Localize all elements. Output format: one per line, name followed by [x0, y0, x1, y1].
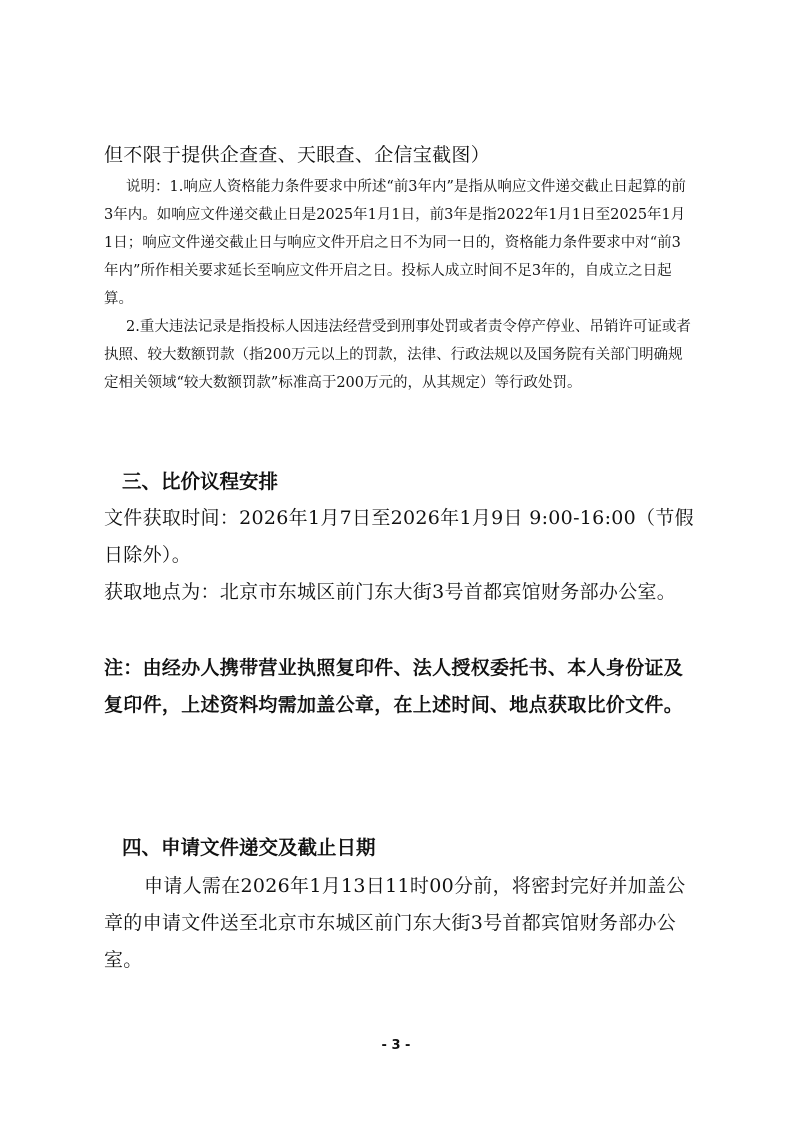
note-1: 说明：1.响应人资格能力条件要求中所述“前3年内”是指从响应文件递交截止日起算的前3年内。如响应文件递交截止日是2025年1月1日，前3年是指2022年1月1日至2025年1月1日；响应文件递交截止日与响应文件开启之日不为同一日的，资格能力条件要求中对“前3年内”所作相关要求延长至响应文件开启之日。投标人成立时间不足3年的，自成立之日起算。 [104, 179, 686, 307]
section-4-heading: 四、申请文件递交及截止日期 [122, 836, 376, 859]
section-3-heading: 三、比价议程安排 [122, 470, 279, 493]
section-3-time: 文件获取时间：2026年1月7日至2026年1月9日 9:00-16:00（节假日除外）。 [104, 507, 694, 566]
section-4-body: 申请人需在2026年1月13日11时00分前，将密封完好并加盖公章的申请文件送至北京市东城区前门东大街3号首都宾馆财务部办公室。 [104, 875, 686, 971]
page-number: - 3 - [381, 1038, 411, 1053]
section-3-place: 获取地点为：北京市东城区前门东大街3号首都宾馆财务部办公室。 [104, 581, 677, 603]
section-3-note: 注：由经办人携带营业执照复印件、法人授权委托书、本人身份证及复印件，上述资料均需加盖公章，在上述时间、地点获取比价文件。 [104, 657, 684, 716]
continuation-text: 但不限于提供企查查、天眼查、企信宝截图） [104, 144, 491, 166]
note-2: 2.重大违法记录是指投标人因违法经营受到刑事处罚或者责令停产停业、吊销许可证或者执照、较大数额罚款（指200万元以上的罚款，法律、行政法规以及国务院有关部门明确规定相关领域“较大数额罚款”标准高于200万元的，从其规定）等行政处罚。 [104, 319, 691, 391]
